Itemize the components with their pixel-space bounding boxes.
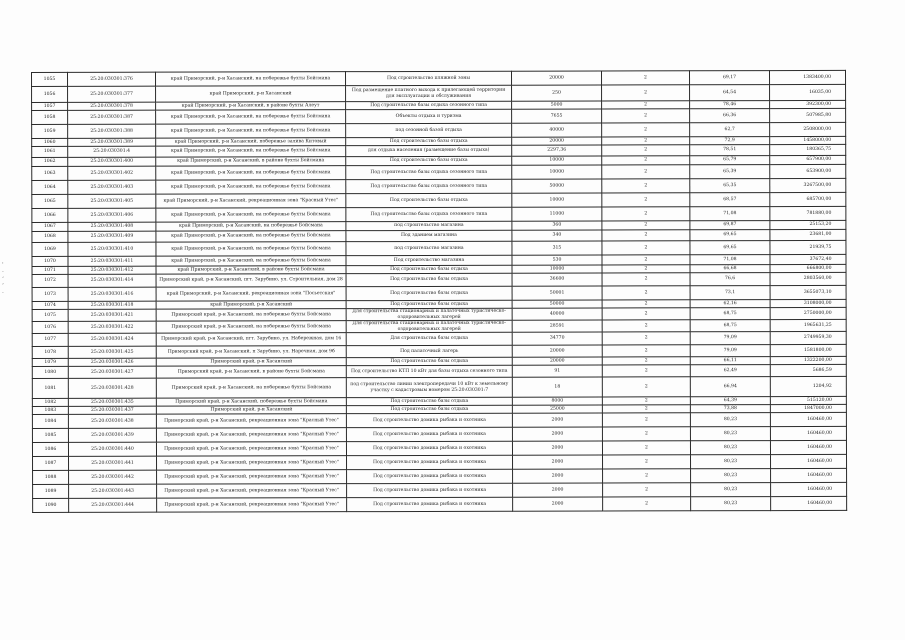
permitted-use-cell: под строительство линии электропередачи 10 кВт к земельному участку с кадастровым номером 25:20:030301:7 — [346, 377, 512, 397]
permitted-use-cell: Под строительство домика рыбака и охотника — [346, 413, 512, 427]
area-cell: 2000 — [512, 441, 602, 455]
margin-mark: ' — [2, 262, 4, 269]
coefficient-cell: 2 — [602, 165, 690, 179]
row-number-cell: 1076 — [32, 321, 68, 333]
permitted-use-cell: Под строительство базы отдыха сезонного типа — [346, 165, 512, 179]
row-number-cell: 1081 — [32, 378, 68, 398]
payment-cell: 160460,00 — [771, 468, 847, 482]
rate-cell: 80,23 — [690, 441, 770, 455]
address-cell: край Приморский, р-н Хасанский, в районе бухты Алеут — [156, 102, 346, 110]
rate-cell: 78,46 — [690, 101, 770, 109]
row-number-cell: 1087 — [33, 456, 69, 470]
address-cell: Приморский край, р-н Хасанский, рекреационная зона "Красный Утес" — [157, 456, 347, 470]
cadastral-number-cell: 25:20:030301:441 — [69, 456, 157, 470]
row-number-cell: 1062 — [32, 157, 68, 166]
coefficient-cell: 2 — [602, 320, 690, 332]
cadastral-number-cell: 25:20:030301:376 — [68, 72, 156, 86]
coefficient-cell: 2 — [602, 427, 690, 441]
coefficient-cell: 2 — [602, 265, 690, 273]
permitted-use-cell: Под строительство базы отдыха — [346, 300, 512, 308]
rate-cell: 80,23 — [691, 469, 771, 483]
permitted-use-cell: Под строительство домика рыбака и охотника — [347, 469, 513, 483]
area-cell: 5000 — [512, 101, 602, 109]
cadastral-number-cell: 25:20:030301:426 — [68, 358, 156, 366]
area-cell: 18 — [512, 377, 602, 397]
rate-cell: 64,39 — [690, 397, 770, 405]
coefficient-cell: 2 — [602, 441, 690, 455]
address-cell: край Приморский, р-н Хасанский, на побережье бухты Бойсмана — [156, 166, 346, 180]
area-cell: 40000 — [512, 123, 602, 137]
row-number-cell: 1088 — [33, 470, 69, 484]
area-cell: 10000 — [512, 193, 602, 207]
address-cell: край Приморский, р-н Хасанский, рекреационная зона "Красный Утес" — [156, 194, 346, 208]
payment-cell: 2508000,00 — [770, 122, 846, 136]
cadastral-number-cell: 25:20:030301:378 — [68, 102, 156, 110]
payment-cell: 685700,00 — [770, 192, 846, 206]
permitted-use-cell: Для строительства стационарных и палаточных туристическо-оздоровительных лагерей — [346, 320, 512, 332]
rate-cell: 80,23 — [691, 483, 771, 497]
area-cell: 530 — [512, 255, 602, 265]
permitted-use-cell: Под строительство базы отдыха — [346, 193, 512, 207]
row-number-cell: 1090 — [33, 498, 69, 512]
area-cell: 250 — [512, 85, 602, 101]
permitted-use-cell: Под палаточный лагерь — [346, 345, 512, 357]
payment-cell: 3655073,10 — [770, 285, 846, 299]
address-cell: Приморский край, р-н Хасанский, пгт. Зарубино, ул. Строительная, дом 28 — [156, 274, 346, 287]
area-cell: 2000 — [512, 413, 602, 427]
payment-cell: 781880,00 — [770, 206, 846, 220]
area-cell: 8000 — [512, 397, 602, 405]
coefficient-cell: 2 — [602, 179, 690, 193]
table-row — [33, 496, 847, 512]
coefficient-cell: 2 — [602, 286, 690, 300]
area-cell: 2000 — [513, 483, 603, 497]
address-cell: Приморский край, р-н Хасанский, рекреационная зона "Красный Утес" — [156, 414, 346, 428]
address-cell: край Приморский, р-н Хасанский, на побережье бухты Бойсмана — [156, 110, 346, 124]
row-number-cell: 1055 — [32, 72, 68, 86]
cadastral-number-cell: 25:20:030301:388 — [68, 124, 156, 138]
row-number-cell: 1060 — [32, 138, 68, 146]
rate-cell: 68,57 — [690, 193, 770, 207]
address-cell: край Приморский, р-н Хасанский, на побережье бухты Бойсмана — [156, 72, 346, 86]
area-cell: 315 — [512, 241, 602, 255]
row-number-cell: 1074 — [32, 301, 68, 309]
address-cell: Приморский край, р-н Хасанский, на побережье бухты Бойсмана — [156, 309, 346, 321]
rate-cell: 66,11 — [690, 357, 770, 365]
cadastral-number-cell: 25:20:030301:438 — [68, 414, 156, 428]
payment-cell: 2749959,30 — [770, 331, 846, 344]
permitted-use-cell: Под строительство базы отдыха — [346, 156, 512, 165]
rate-cell: 73,88 — [690, 405, 770, 413]
area-cell: 20000 — [511, 71, 601, 85]
payment-cell: 3108000,00 — [770, 299, 846, 307]
coefficient-cell: 2 — [602, 123, 690, 137]
coefficient-cell: 2 — [602, 193, 690, 207]
payment-cell: 2803560,00 — [770, 272, 846, 285]
payment-cell: 3267500,00 — [770, 178, 846, 192]
address-cell: край Приморский, р-н Хасанский, на побережье Бойсмана — [156, 222, 346, 231]
permitted-use-cell: для отдыха населения (размещение базы отдыха) — [346, 145, 512, 156]
area-cell: 20000 — [512, 345, 602, 357]
permitted-use-cell: Под строительство базы отдыха — [346, 137, 512, 145]
cadastral-number-cell: 25:20:030301:409 — [68, 231, 156, 242]
coefficient-cell: 2 — [602, 207, 690, 221]
row-number-cell: 1078 — [32, 346, 68, 358]
coefficient-cell: 2 — [602, 413, 690, 427]
permitted-use-cell: Под строительство базы отдыха — [346, 286, 512, 300]
cadastral-number-cell: 25:20:030301:427 — [68, 366, 156, 378]
payment-cell: 5686,59 — [770, 364, 846, 376]
permitted-use-cell: Под строительство домика рыбака и охотника — [347, 483, 513, 497]
rate-cell: 71,08 — [690, 207, 770, 221]
cadastral-number-cell: 25:20:030301:418 — [68, 301, 156, 309]
row-number-cell: 1071 — [32, 266, 68, 274]
rate-cell: 79,09 — [690, 345, 770, 357]
row-number-cell: 1066 — [32, 208, 68, 222]
address-cell: край Приморский, р-н Хасанский, на побережье бухты Бойсмана — [156, 208, 346, 222]
address-cell: Приморский край, р-н Хасанский, п Зарубино, ул. Наречная, дом 9б — [156, 346, 346, 358]
row-number-cell: 1085 — [32, 428, 68, 442]
address-cell: край Приморский, р-н Хасанский, на побережье бухты Бойсмана — [156, 124, 346, 138]
area-cell: 91 — [512, 365, 602, 377]
address-cell: край Приморский, р-н Хасанский, на побережье бухты Бойсмана — [156, 242, 346, 256]
cadastral-number-cell: 25:20:030301:411 — [68, 256, 156, 266]
rate-cell: 69,65 — [690, 230, 770, 241]
rate-cell: 65,39 — [690, 165, 770, 179]
row-number-cell: 1089 — [33, 484, 69, 498]
address-cell: Приморский край, р-н Хасанский, пгт. Зарубино, ул. Набережная, дом 16 — [156, 333, 346, 346]
area-cell: 10000 — [512, 265, 602, 273]
payment-cell: 160460,00 — [771, 496, 847, 510]
row-number-cell: 1067 — [32, 222, 68, 231]
address-cell: Приморский край, р-н Хасанский, побережье бухты Бойсмана — [156, 398, 346, 406]
row-number-cell: 1080 — [32, 366, 68, 378]
coefficient-cell: 2 — [602, 365, 690, 377]
cadastral-number-cell: 25:20:030301:422 — [68, 321, 156, 333]
coefficient-cell: 2 — [602, 300, 690, 308]
address-cell: край Приморский, р-н Хасанский, побережье залива Китовый — [156, 138, 346, 146]
row-number-cell: 1070 — [32, 256, 68, 266]
rate-cell: 65,79 — [690, 156, 770, 165]
row-number-cell: 1075 — [32, 309, 68, 321]
coefficient-cell: 2 — [602, 345, 690, 357]
area-cell: 34770 — [512, 332, 602, 345]
permitted-use-cell: Для строительства базы отдыха — [346, 332, 512, 345]
permitted-use-cell: Под зданием магазина — [346, 230, 512, 241]
permitted-use-cell: Под строительство базы отдыха сезонного типа — [346, 101, 512, 109]
payment-cell: 16035,00 — [770, 84, 846, 100]
cadastral-number-cell: 25:20:030301:421 — [68, 309, 156, 321]
cadastral-number-cell: 25:20:030301:443 — [69, 484, 157, 498]
address-cell: Приморский край, р-н Хасанский, рекреационная зона "Красный Утес" — [156, 428, 346, 442]
address-cell: край Приморский, р-н Хасанский, на побережье бухты Бойсмана — [156, 180, 346, 194]
area-cell: 25000 — [512, 405, 602, 413]
row-number-cell: 1079 — [32, 358, 68, 366]
area-cell: 50001 — [512, 286, 602, 300]
address-cell: Приморский край, р-н Хасанский, в районе бухты Бойсмана — [156, 366, 346, 378]
cadastral-number-cell: 25:20:030301:4 — [68, 146, 156, 157]
coefficient-cell: 2 — [601, 71, 689, 85]
area-cell: 2000 — [513, 469, 603, 483]
row-number-cell: 1057 — [32, 102, 68, 110]
payment-cell: 1965631,25 — [770, 319, 846, 331]
coefficient-cell: 2 — [602, 377, 690, 397]
payment-cell: 160460,00 — [770, 412, 846, 426]
row-number-cell: 1068 — [32, 231, 68, 242]
coefficient-cell: 2 — [602, 85, 690, 101]
row-number-cell: 1063 — [32, 166, 68, 180]
coefficient-cell: 2 — [603, 455, 691, 469]
area-cell: 20000 — [512, 357, 602, 365]
row-number-cell: 1065 — [32, 194, 68, 208]
address-cell: край Приморский, р-н Хасанский — [156, 86, 346, 102]
coefficient-cell: 2 — [602, 273, 690, 286]
rate-cell: 66,94 — [690, 377, 770, 397]
cadastral-number-cell: 25:20:030301:405 — [68, 194, 156, 208]
rate-cell: 80,23 — [691, 455, 771, 469]
coefficient-cell: 2 — [602, 109, 690, 123]
payment-cell: 160460,00 — [770, 440, 846, 454]
cadastral-number-cell: 25:20:030301:403 — [68, 180, 156, 194]
cadastral-number-cell: 25:20:030301:408 — [68, 222, 156, 231]
rate-cell: 80,23 — [691, 497, 771, 511]
coefficient-cell: 2 — [602, 221, 690, 230]
address-cell: Приморский край, р-н Хасанский, рекреационная зона "Красный Утес" — [157, 470, 347, 484]
payment-cell: 2750000,00 — [770, 307, 846, 319]
address-cell: край Приморский, р-н Хасанский, на побережье бухты Бойсмана — [156, 256, 346, 266]
coefficient-cell: 2 — [602, 357, 690, 365]
cadastral-number-cell: 25:20:030301:389 — [68, 138, 156, 146]
rate-cell: 66,36 — [690, 109, 770, 123]
row-number-cell: 1073 — [32, 287, 68, 301]
row-number-cell: 1072 — [32, 274, 68, 287]
rate-cell: 80,23 — [690, 427, 770, 441]
row-number-cell: 1056 — [32, 86, 68, 102]
permitted-use-cell: Под строительство домика рыбака и охотника — [347, 497, 513, 511]
area-cell: 360 — [512, 221, 602, 230]
row-number-cell: 1084 — [32, 414, 68, 428]
coefficient-cell: 2 — [602, 137, 690, 145]
payment-cell: 1458000,00 — [770, 136, 846, 144]
rate-cell: 66,68 — [690, 265, 770, 273]
address-cell: Приморский край, р-н Хасанский, на побережье бухты Бойсмана — [156, 378, 346, 398]
coefficient-cell: 2 — [603, 497, 691, 511]
cadastral-number-cell: 25:20:030301:377 — [68, 86, 156, 102]
cadastral-number-cell: 25:20:030301:387 — [68, 110, 156, 124]
area-cell: 40000 — [512, 308, 602, 320]
payment-cell: 515120,00 — [770, 396, 846, 404]
cadastral-number-cell: 25:20:030301:406 — [68, 208, 156, 222]
address-cell: край Приморский, р-н Хасанский, в районе бухты Бойсмана — [156, 266, 346, 274]
permitted-use-cell: под строительство магазина — [346, 241, 512, 255]
coefficient-cell: 2 — [602, 101, 690, 109]
row-number-cell: 1058 — [32, 110, 68, 124]
payment-cell: 1383400,00 — [769, 70, 845, 84]
payment-cell: 1847000,00 — [770, 404, 846, 412]
rate-cell: 68,75 — [690, 308, 770, 320]
rate-cell: 72,9 — [690, 137, 770, 145]
permitted-use-cell: Под строительство пляжной зоны — [346, 71, 512, 85]
coefficient-cell: 2 — [603, 469, 691, 483]
margin-mark: · — [2, 290, 4, 297]
margin-mark: ‘ — [2, 276, 4, 283]
rate-cell: 69,87 — [690, 221, 770, 230]
cadastral-number-cell: 25:20:030301:425 — [68, 346, 156, 358]
address-cell: Приморский край, р-н Хасанский, на побережье бухты Бойсмана — [156, 321, 346, 333]
address-cell: край Приморский, р-н Хасанский, рекреационная зона "Посьетская" — [156, 287, 346, 301]
rate-cell: 65,35 — [690, 179, 770, 193]
area-cell: 2000 — [512, 427, 602, 441]
permitted-use-cell: Для строительства стационарных и палаточных туристическо-оздоровительных лагерей — [346, 308, 512, 320]
cadastral-number-cell: 25:20:030301:435 — [68, 398, 156, 406]
payment-cell: 180365,75 — [770, 144, 846, 155]
permitted-use-cell: Объекты отдыха и туризма — [346, 109, 512, 123]
permitted-use-cell: Под строительство базы отдыха — [346, 265, 512, 273]
payment-cell: 666800,00 — [770, 264, 846, 272]
payment-cell: 160460,00 — [771, 454, 847, 468]
row-number-cell: 1059 — [32, 124, 68, 138]
cadastral-number-cell: 25:20:030301:442 — [69, 470, 157, 484]
coefficient-cell: 2 — [602, 241, 690, 255]
cadastral-number-cell: 25:20:030301:414 — [68, 274, 156, 287]
rate-cell: 73,1 — [690, 286, 770, 300]
payment-cell: 160460,00 — [770, 426, 846, 440]
area-cell: 50000 — [512, 179, 602, 193]
rate-cell: 68,75 — [690, 320, 770, 332]
table-body — [32, 70, 847, 512]
coefficient-cell: 2 — [602, 255, 690, 265]
permitted-use-cell: под строительство магазина — [346, 221, 512, 230]
payment-cell: 1204,92 — [770, 376, 846, 396]
row-number-cell: 1064 — [32, 180, 68, 194]
address-cell: Приморский край, р-н Хасанский, рекреационная зона "Красный Утес" — [157, 484, 347, 498]
cadastral-number-cell: 25:20:030301:440 — [68, 442, 156, 456]
payment-cell: 23681,00 — [770, 229, 846, 240]
address-cell: край Приморский, р-н Хасанский, на побережье бухты Бойсмана — [156, 146, 346, 157]
row-number-cell: 1086 — [32, 442, 68, 456]
coefficient-cell: 2 — [602, 156, 690, 165]
address-cell: край Приморский, р-н Хасанский, на побережье бухты Бойсмана — [156, 231, 346, 242]
permitted-use-cell: Под строительство домика рыбака и охотника — [347, 455, 513, 469]
permitted-use-cell: Под строительство базы отдыха сезонного типа — [346, 207, 512, 221]
margin-mark: ’ — [2, 283, 4, 290]
cadastral-number-cell: 25:20:030301:412 — [68, 266, 156, 274]
rate-cell: 69,17 — [689, 71, 769, 85]
permitted-use-cell: Под строительство базы отдыха — [346, 273, 512, 286]
rate-cell: 69,65 — [690, 241, 770, 255]
coefficient-cell: 2 — [602, 145, 690, 156]
rate-cell: 64,54 — [690, 85, 770, 101]
cadastral-number-cell: 25:20:030301:428 — [68, 378, 156, 398]
coefficient-cell: 2 — [602, 332, 690, 345]
row-number-cell: 1069 — [32, 242, 68, 256]
coefficient-cell: 2 — [602, 397, 690, 405]
area-cell: 36600 — [512, 273, 602, 286]
rate-cell: 71,08 — [690, 255, 770, 265]
payment-cell: 21939,75 — [770, 240, 846, 254]
coefficient-cell: 2 — [602, 405, 690, 413]
address-cell: край Приморский, р-н Хасанский — [156, 301, 346, 309]
payment-cell: 653900,00 — [770, 164, 846, 178]
area-cell: 2000 — [513, 455, 603, 469]
cadastral-number-cell: 25:20:030301:416 — [68, 287, 156, 301]
area-cell: 11000 — [512, 207, 602, 221]
area-cell: 340 — [512, 230, 602, 241]
permitted-use-cell: Под строительство базы отдыха — [346, 405, 512, 413]
rate-cell: 62,49 — [690, 365, 770, 377]
permitted-use-cell: Под строительство базы отдыха сезонного типа — [346, 179, 512, 193]
payment-cell: 1581800,00 — [770, 344, 846, 356]
cadastral-number-cell: 25:20:030301:437 — [68, 406, 156, 414]
permitted-use-cell: Под строительство домика рыбака и охотника — [346, 427, 512, 441]
row-number-cell: 1082 — [32, 398, 68, 406]
cadastral-number-cell: 25:20:030301:410 — [68, 242, 156, 256]
rate-cell: 62,7 — [690, 123, 770, 137]
permitted-use-cell: Под размещение платного выхода к прилегающей территории для эксплуатации и обслуживания — [346, 85, 512, 101]
area-cell: 20000 — [512, 137, 602, 145]
area-cell: 10000 — [512, 156, 602, 165]
payment-cell: 657900,00 — [770, 155, 846, 164]
rate-cell: 76,6 — [690, 273, 770, 286]
land-plots-table — [31, 70, 847, 513]
coefficient-cell: 2 — [602, 230, 690, 241]
address-cell: край Приморский, р-н Хасанский, в районе бухты Бойсмана — [156, 157, 346, 166]
address-cell: Приморский край, р-н Хасанский — [156, 406, 346, 414]
permitted-use-cell: Под строительство КТП 10 кВт для базы отдыха сезонного типа — [346, 365, 512, 377]
address-cell: Приморский край, р-н Хасанский — [156, 358, 346, 366]
area-cell: 2000 — [513, 497, 603, 511]
coefficient-cell: 2 — [603, 483, 691, 497]
area-cell: 10000 — [512, 165, 602, 179]
payment-cell: 37672,40 — [770, 254, 846, 264]
rate-cell: 62,16 — [690, 300, 770, 308]
rate-cell: 79,09 — [690, 332, 770, 345]
rate-cell: 80,23 — [690, 413, 770, 427]
cadastral-number-cell: 25:20:030301:400 — [68, 157, 156, 166]
cadastral-number-cell: 25:20:030301:424 — [68, 333, 156, 346]
table-row — [32, 376, 846, 398]
address-cell: Приморский край, р-н Хасанский, рекреационная зона "Красный Утес" — [156, 442, 346, 456]
coefficient-cell: 2 — [602, 308, 690, 320]
area-cell: 50000 — [512, 300, 602, 308]
permitted-use-cell: Под строительство домика рыбака и охотника — [346, 441, 512, 455]
row-number-cell: 1061 — [32, 146, 68, 157]
area-cell: 7655 — [512, 109, 602, 123]
permitted-use-cell: Под строительство магазина — [346, 255, 512, 265]
row-number-cell: 1077 — [32, 333, 68, 346]
address-cell: Приморский край, р-н Хасанский, рекреационная зона "Красный Утес" — [157, 498, 347, 512]
margin-mark: · — [2, 269, 4, 276]
cadastral-number-cell: 25:20:030301:439 — [68, 428, 156, 442]
cadastral-number-cell: 25:20:030301:402 — [68, 166, 156, 180]
payment-cell: 25153,20 — [770, 220, 846, 229]
rate-cell: 78,51 — [690, 145, 770, 156]
payment-cell: 507985,80 — [770, 108, 846, 122]
row-number-cell: 1083 — [32, 406, 68, 414]
area-cell: 28591 — [512, 320, 602, 332]
permitted-use-cell: под сезонной базой отдыха — [346, 123, 512, 137]
permitted-use-cell: Под строительство базы отдыха — [346, 397, 512, 405]
payment-cell: 160460,00 — [771, 482, 847, 496]
area-cell: 2297,36 — [512, 145, 602, 156]
payment-cell: 392300,00 — [770, 100, 846, 108]
cadastral-number-cell: 25:20:030301:444 — [69, 498, 157, 512]
margin-marks — [2, 262, 4, 297]
permitted-use-cell: Под строительство базы отдыха — [346, 357, 512, 365]
payment-cell: 1322200,00 — [770, 356, 846, 364]
